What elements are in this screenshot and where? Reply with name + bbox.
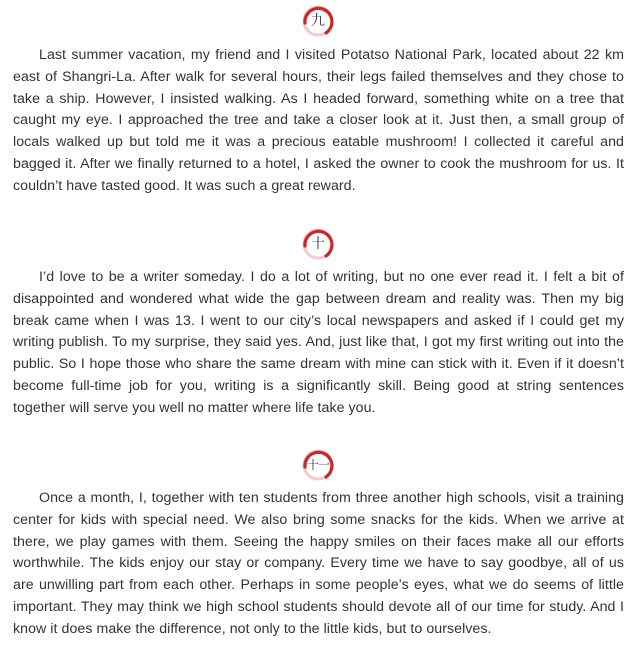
section-1-paragraph: Last summer vacation, my friend and I visited Potatso National Park, located about 22 km east of Shangri-La. After walk for several hours, their legs failed themselves and they chose to take a ship. However, I insisted walking. As I headed forward, something white on a tree that caught my eye. I approached the tree and take a closer look at it. Just then, a small group of locals walked up but told me it was a precious eatable mushroom! I collected it careful and bagged it. After we finally returned to a hotel, I asked the owner to cook the mushroom for us. It couldn’t have tasted good. It was such a great reward. (13, 47, 624, 194)
section-3-paragraph: Once a month, I, together with ten students from three another high schools, visit a training center for kids with special need. We also bring some snacks for the kids. When we arrive at there, we play games with them. Seeing the happy smiles on their faces make all our efforts worthwhile. The kids enjoy our stay or company. Every time we have to say goodbye, all of us are unwilling part from each other. Perhaps in some people’s eyes, what we do seems of little important. They may think we high school students should devote all of our time for study. And I know it does make the difference, not only to the little kids, but to ourselves. (13, 490, 624, 637)
section-3 (0, 448, 640, 486)
section-badge-1 (301, 4, 335, 38)
section-badge-3 (301, 448, 335, 482)
section-2 (0, 227, 640, 265)
section-badge-label: 九 (311, 13, 325, 29)
section-2-paragraph: I’d love to be a writer someday. I do a lot of writing, but no one ever read it. I felt a bit of disappointed and wondered what wide the gap between dream and reality was. Then my big break came when I was 13. I went to our city’s local newspapers and asked if I could get my writing publish. To my surprise, they said yes. And, just like that, I got my first writing out into the public. So I hope those who share the same dream with mine can stick with it. Even if it doesn’t become full-time job for you, writing is a significantly skill. Being good at string sentences together will serve you well no matter where life take you. (13, 269, 624, 416)
section-1 (0, 4, 640, 42)
section-badge-label: 十一 (306, 458, 329, 472)
section-badge-2 (301, 227, 335, 261)
section-badge-label: 十 (311, 236, 325, 252)
